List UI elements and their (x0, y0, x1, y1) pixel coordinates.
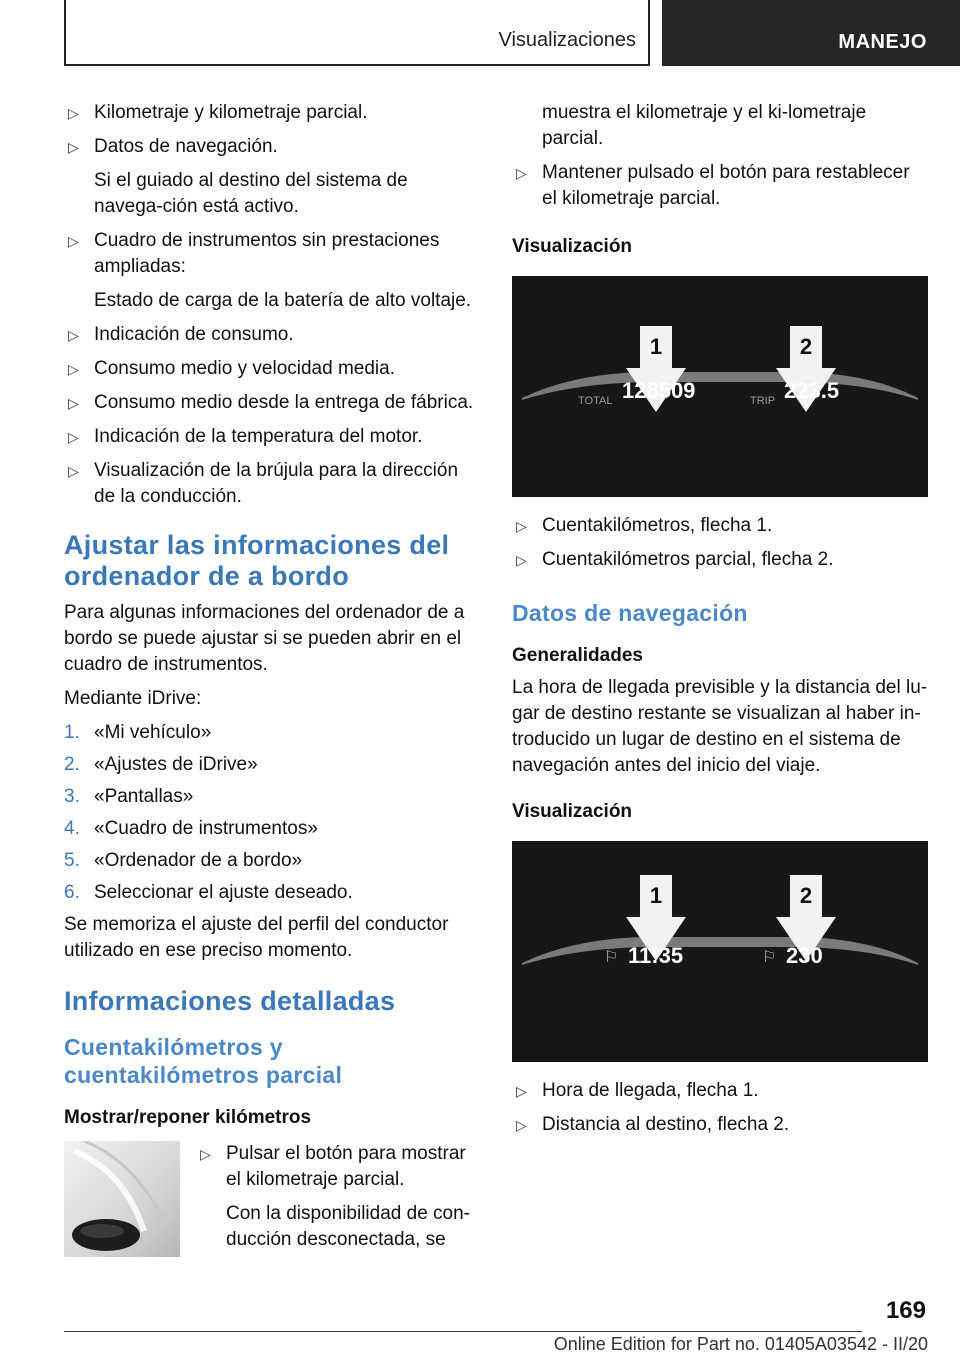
list-item-note: Estado de carga de la batería de alto voltaje. (94, 290, 472, 311)
step-item (64, 752, 480, 778)
triangle-bullet-icon: ▷ (516, 1117, 527, 1133)
heading-general: Generalidades (512, 645, 643, 666)
step-number: 5. (64, 850, 80, 871)
list-item (64, 322, 480, 348)
list-item: ▷ Pulsar el botón para mostrar el kilometraje parcial. (200, 1143, 466, 1190)
triangle-bullet-icon: ▷ (68, 139, 79, 155)
feature-list (64, 100, 480, 510)
step-item (64, 720, 480, 746)
list-item-text: Cuentakilómetros parcial, flecha 2. (542, 549, 834, 570)
steps-list (64, 720, 480, 906)
triangle-bullet-icon: ▷ (68, 327, 79, 343)
step-text: «Ordenador de a bordo» (94, 850, 303, 871)
page-number: 169 (885, 1297, 926, 1324)
total-label: TOTAL (578, 395, 613, 407)
heading-show-reset: Mostrar/reponer kilómetros (64, 1107, 312, 1128)
heading-detail: Informaciones detalladas (64, 986, 396, 1016)
heading-visualization-2: Visualización (512, 801, 633, 822)
reset-button-image (64, 1141, 180, 1257)
list-item (64, 228, 480, 280)
button-instruction (196, 1141, 480, 1261)
step-text: «Mi vehículo» (94, 722, 212, 743)
list-item-text: Indicación de consumo. (94, 324, 294, 345)
list-item (64, 356, 480, 382)
triangle-bullet-icon: ▷ (68, 105, 79, 121)
list-item-note: Con la disponibilidad de con-ducción desconectada, se (226, 1203, 470, 1250)
odometer-display-image (512, 276, 928, 497)
arrow-2-icon: 2 (776, 326, 836, 412)
distance-value: 230 (786, 943, 823, 968)
paragraph-adjust: Para algunas informaciones del ordenador de a bordo se puede ajustar si se pueden abrir en el cuadro de instrumentos. (64, 602, 465, 675)
list-item (512, 547, 928, 573)
flag-icon: ⚐ (762, 949, 777, 966)
triangle-bullet-icon: ▷ (68, 395, 79, 411)
header-chapter-title: MANEJO (838, 31, 927, 53)
step-text: «Cuadro de instrumentos» (94, 818, 318, 839)
list-item-text: Cuadro de instrumentos sin prestaciones ampliadas: (94, 230, 440, 277)
step-number: 4. (64, 818, 80, 839)
header-section-box (64, 0, 650, 66)
visualization-1-list (512, 513, 928, 573)
step-item (64, 880, 480, 906)
heading-visualization-1: Visualización (512, 236, 633, 257)
header-chapter-box (662, 0, 960, 66)
list-item (64, 134, 480, 160)
navigation-display-image (512, 841, 928, 1062)
triangle-bullet-icon: ▷ (200, 1146, 211, 1162)
step-number: 6. (64, 882, 80, 903)
triangle-bullet-icon: ▷ (516, 165, 527, 181)
continued-text: muestra el kilometraje y el ki-lometraje parcial. (542, 102, 867, 149)
list-item-text: Consumo medio y velocidad media. (94, 358, 395, 379)
step-item (64, 784, 480, 810)
triangle-bullet-icon: ▷ (516, 1083, 527, 1099)
header-section-title: Visualizaciones (498, 29, 636, 51)
visualization-2-list (512, 1078, 928, 1138)
trip-label: TRIP (750, 395, 776, 407)
list-item-text: Indicación de la temperatura del motor. (94, 426, 423, 447)
step-number: 1. (64, 722, 80, 743)
list-item-text: Kilometraje y kilometraje parcial. (94, 102, 368, 123)
list-item-text: Visualización de la brújula para la dirección de la conducción. (94, 460, 459, 507)
list-item: ▷ Mantener pulsado el botón para restablecer el kilometraje parcial. (516, 162, 910, 209)
list-item (64, 100, 480, 126)
paragraph-general: La hora de llegada previsible y la distancia del lu-gar de destino restante se visualizan al haber in-troducido un lugar de destino en el sistema de navegación antes del inicio del viaje. (512, 677, 928, 776)
triangle-bullet-icon: ▷ (68, 361, 79, 377)
flag-icon: ⚐ (604, 949, 619, 966)
list-item (512, 1112, 928, 1138)
heading-odometer: Cuentakilómetros y cuentakilómetros parcial (64, 1034, 343, 1088)
list-item-text: Datos de navegación. (94, 136, 278, 157)
footer-divider (64, 1331, 862, 1332)
arrow-1-icon: 1 (626, 875, 686, 961)
list-item (64, 390, 480, 416)
right-column (512, 100, 928, 1146)
button-figure (64, 1141, 480, 1261)
triangle-bullet-icon: ▷ (516, 552, 527, 568)
triangle-bullet-icon: ▷ (68, 463, 79, 479)
left-column (64, 100, 480, 1261)
heading-adjust: Ajustar las informaciones del ordenador de a bordo (64, 530, 450, 591)
arrow-2-icon: 2 (776, 875, 836, 961)
trip-value: 223.5 (784, 378, 840, 403)
paragraph-idrive: Mediante iDrive: (64, 688, 202, 709)
list-item (64, 458, 480, 510)
triangle-bullet-icon: ▷ (68, 233, 79, 249)
step-text: «Ajustes de iDrive» (94, 754, 258, 775)
arrow-1-icon: 1 (626, 326, 686, 412)
list-item-text: Consumo medio desde la entrega de fábrica. (94, 392, 474, 413)
step-item (64, 848, 480, 874)
list-item-text: Distancia al destino, flecha 2. (542, 1114, 790, 1135)
list-item-note: Si el guiado al destino del sistema de navega-ción está activo. (94, 170, 408, 217)
step-text: «Pantallas» (94, 786, 194, 807)
display-arc (512, 841, 928, 1062)
step-item (64, 816, 480, 842)
triangle-bullet-icon: ▷ (516, 518, 527, 534)
step-number: 2. (64, 754, 80, 775)
list-item (64, 424, 480, 450)
arrival-time-value: 11:35 (628, 943, 684, 968)
step-number: 3. (64, 786, 80, 807)
triangle-bullet-icon: ▷ (68, 429, 79, 445)
list-item-text: Hora de llegada, flecha 1. (542, 1080, 759, 1101)
list-item (512, 1078, 928, 1104)
total-value: 128509 (622, 378, 696, 403)
list-item (512, 513, 928, 539)
list-item-text: Cuentakilómetros, flecha 1. (542, 515, 773, 536)
paragraph-memory: Se memoriza el ajuste del perfil del conductor utilizado en ese preciso momento. (64, 914, 449, 961)
step-text: Seleccionar el ajuste deseado. (94, 882, 353, 903)
display-arc (512, 276, 928, 497)
heading-navigation: Datos de navegación (512, 600, 748, 626)
footer-edition: Online Edition for Part no. 01405A03542 - II/20 (553, 1334, 928, 1354)
